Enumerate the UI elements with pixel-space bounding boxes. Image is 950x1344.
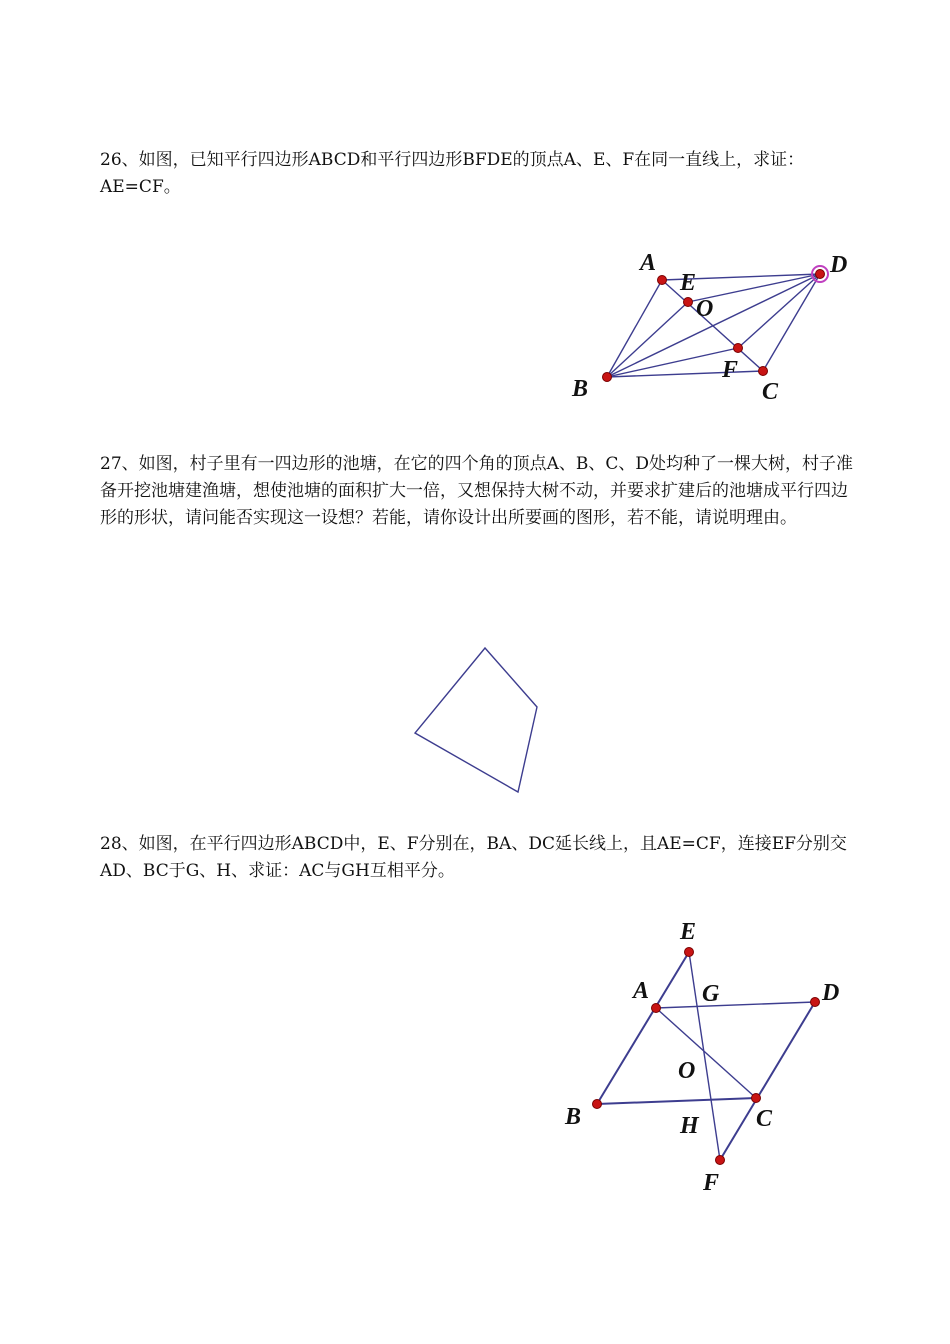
- point-e: [684, 298, 693, 307]
- figure-26-lines: [607, 274, 820, 377]
- problem-26: [100, 147, 862, 201]
- point-b: [593, 1100, 602, 1109]
- point-e: [685, 948, 694, 957]
- point-d: [811, 998, 820, 1007]
- point-d: [816, 270, 825, 279]
- label-c: C: [756, 1106, 773, 1132]
- label-e: E: [680, 270, 697, 296]
- point-a: [652, 1004, 661, 1013]
- point-b: [603, 373, 612, 382]
- point-f: [734, 344, 743, 353]
- problem-28-text: 28、如图，在平行四边形ABCD中，E、F分别在，BA、DC延长线上，且AE=CF，连接EF分别交AD、BC于G、H、求证：AC与GH互相平分。: [100, 834, 847, 881]
- point-c: [752, 1094, 761, 1103]
- label-c: C: [762, 379, 779, 405]
- figure-26: [560, 245, 870, 410]
- label-f: F: [722, 357, 739, 383]
- label-d: D: [830, 252, 848, 278]
- label-a: A: [633, 978, 650, 1004]
- problem-27: [100, 451, 862, 532]
- label-b: B: [572, 376, 589, 402]
- label-b: B: [565, 1104, 582, 1130]
- label-f: F: [703, 1170, 720, 1196]
- label-g: G: [702, 981, 720, 1007]
- figure-28: [560, 915, 860, 1200]
- problem-28: [100, 831, 862, 885]
- problem-27-text: 27、如图，村子里有一四边形的池塘，在它的四个角的顶点A、B、C、D处均种了一棵大树，村子准备开挖池塘建渔塘，想使池塘的面积扩大一倍，又想保持大树不动，并要求扩建后的池塘成平行四边形的形状，请问能否实现这一设想？若能，请你设计出所要画的图形，若不能，请说明理由。: [100, 454, 854, 528]
- point-f: [716, 1156, 725, 1165]
- label-o: O: [696, 296, 714, 322]
- label-e: E: [680, 919, 697, 945]
- point-a: [658, 276, 667, 285]
- problem-26-text: 26、如图，已知平行四边形ABCD和平行四边形BFDE的顶点A、E、F在同一直线上，求证：AE=CF。: [100, 150, 805, 197]
- label-d: D: [822, 980, 840, 1006]
- point-c: [759, 367, 768, 376]
- label-a: A: [640, 250, 657, 276]
- label-h: H: [680, 1113, 699, 1139]
- label-o: O: [678, 1058, 696, 1084]
- figure-27-pond: [405, 640, 550, 800]
